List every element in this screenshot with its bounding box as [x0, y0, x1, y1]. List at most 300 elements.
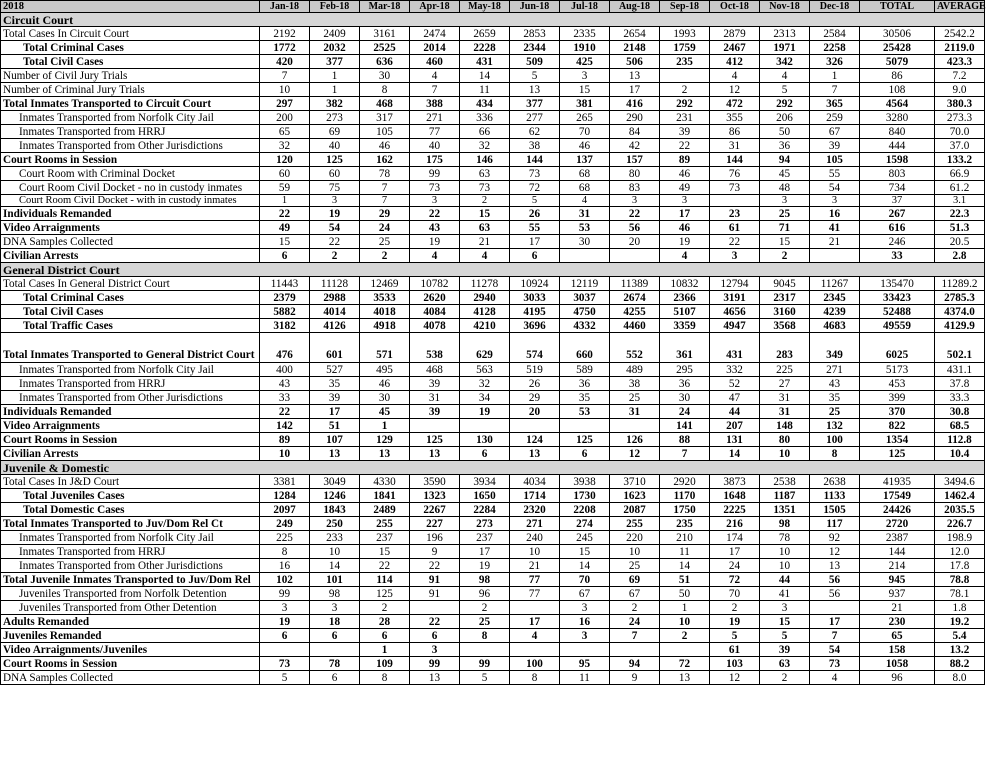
month-value-cell: 2674	[610, 291, 660, 305]
month-value-cell: 589	[560, 363, 610, 377]
month-value-cell: 14	[710, 447, 760, 461]
month-value-cell: 601	[310, 333, 360, 363]
month-value-cell: 125	[410, 433, 460, 447]
month-value-cell: 416	[610, 97, 660, 111]
month-value-cell: 19	[710, 615, 760, 629]
month-value-cell: 355	[710, 111, 760, 125]
month-value-cell: 91	[410, 573, 460, 587]
month-value-cell: 46	[360, 139, 410, 153]
month-value-cell: 12	[610, 447, 660, 461]
month-value-cell: 31	[760, 405, 810, 419]
month-value-cell: 22	[310, 235, 360, 249]
month-value-cell: 2366	[660, 291, 710, 305]
month-value-cell: 59	[260, 181, 310, 195]
row-label: Total Cases In General District Court	[1, 277, 260, 291]
month-value-cell: 73	[410, 181, 460, 195]
average-cell: 502.1	[935, 333, 985, 363]
month-value-cell: 2335	[560, 27, 610, 41]
month-value-cell: 4	[710, 69, 760, 83]
table-row	[1, 195, 985, 207]
month-value-cell: 2988	[310, 291, 360, 305]
month-value-cell: 89	[660, 153, 710, 167]
month-value-cell: 95	[560, 657, 610, 671]
month-value-cell: 2879	[710, 27, 760, 41]
month-value-cell: 76	[710, 167, 760, 181]
month-value-cell: 2853	[510, 27, 560, 41]
month-value-cell: 476	[260, 333, 310, 363]
month-value-cell: 460	[410, 55, 460, 69]
month-value-cell: 69	[310, 125, 360, 139]
month-value-cell: 255	[360, 517, 410, 531]
month-value-cell: 12794	[710, 277, 760, 291]
month-value-cell: 26	[510, 207, 560, 221]
month-value-cell: 8	[510, 671, 560, 685]
month-value-cell: 200	[260, 111, 310, 125]
average-cell: 133.2	[935, 153, 985, 167]
total-cell: 399	[860, 391, 935, 405]
month-value-cell: 196	[410, 531, 460, 545]
month-value-cell: 21	[510, 559, 560, 573]
month-value-cell: 125	[560, 433, 610, 447]
month-value-cell: 206	[760, 111, 810, 125]
month-value-cell: 24	[360, 221, 410, 235]
month-value-cell: 1	[660, 601, 710, 615]
table-row	[1, 629, 985, 643]
month-value-cell	[560, 643, 610, 657]
average-cell: 10.4	[935, 447, 985, 461]
section-header-row	[1, 263, 985, 277]
month-header: Feb-18	[310, 1, 360, 13]
month-value-cell: 17	[710, 545, 760, 559]
month-value-cell: 2087	[610, 503, 660, 517]
table-row	[1, 139, 985, 153]
table-row	[1, 83, 985, 97]
month-value-cell: 16	[810, 207, 860, 221]
month-value-cell: 32	[460, 139, 510, 153]
month-value-cell: 4	[460, 249, 510, 263]
month-value-cell: 2	[760, 249, 810, 263]
month-value-cell: 13	[810, 559, 860, 573]
month-value-cell: 4	[510, 629, 560, 643]
average-cell: 51.3	[935, 221, 985, 235]
month-value-cell: 33	[260, 391, 310, 405]
month-value-cell: 365	[810, 97, 860, 111]
month-value-cell: 146	[460, 153, 510, 167]
month-value-cell: 19	[460, 559, 510, 573]
month-value-cell	[460, 643, 510, 657]
total-cell: 158	[860, 643, 935, 657]
month-value-cell	[310, 643, 360, 657]
month-value-cell: 68	[560, 181, 610, 195]
average-cell: 2035.5	[935, 503, 985, 517]
month-value-cell: 13	[410, 447, 460, 461]
month-value-cell: 45	[360, 405, 410, 419]
month-value-cell: 25	[760, 207, 810, 221]
month-value-cell: 4947	[710, 319, 760, 333]
month-value-cell: 12469	[360, 277, 410, 291]
total-cell: 453	[860, 377, 935, 391]
month-value-cell: 73	[510, 167, 560, 181]
month-value-cell: 11	[660, 545, 710, 559]
total-cell: 108	[860, 83, 935, 97]
month-value-cell: 70	[560, 573, 610, 587]
row-label: Video Arraignments	[1, 221, 260, 235]
month-value-cell: 15	[460, 207, 510, 221]
table-row	[1, 517, 985, 531]
table-row	[1, 447, 985, 461]
month-value-cell: 43	[810, 377, 860, 391]
month-value-cell: 2	[310, 249, 360, 263]
month-value-cell: 19	[460, 405, 510, 419]
table-row	[1, 433, 985, 447]
average-cell: 37.8	[935, 377, 985, 391]
month-value-cell: 2	[460, 195, 510, 207]
month-value-cell: 29	[360, 207, 410, 221]
month-value-cell: 72	[660, 657, 710, 671]
month-value-cell: 571	[360, 333, 410, 363]
month-value-cell: 1	[260, 195, 310, 207]
month-value-cell: 55	[810, 167, 860, 181]
month-value-cell: 98	[310, 587, 360, 601]
month-value-cell: 94	[610, 657, 660, 671]
month-value-cell: 54	[310, 221, 360, 235]
month-value-cell: 259	[810, 111, 860, 125]
average-cell: 78.1	[935, 587, 985, 601]
month-value-cell: 7	[660, 447, 710, 461]
month-value-cell: 39	[660, 125, 710, 139]
month-value-cell: 130	[460, 433, 510, 447]
month-value-cell: 1650	[460, 489, 510, 503]
month-value-cell: 472	[710, 97, 760, 111]
month-value-cell: 3568	[760, 319, 810, 333]
month-value-cell: 2344	[510, 41, 560, 55]
month-value-cell: 65	[260, 125, 310, 139]
month-value-cell	[510, 601, 560, 615]
month-value-cell: 39	[810, 139, 860, 153]
row-label: Number of Civil Jury Trials	[1, 69, 260, 83]
month-value-cell: 24	[660, 405, 710, 419]
month-value-cell: 36	[760, 139, 810, 153]
month-value-cell: 72	[710, 573, 760, 587]
month-value-cell: 2	[710, 601, 760, 615]
month-value-cell: 91	[410, 587, 460, 601]
month-value-cell: 41	[810, 221, 860, 235]
month-value-cell: 4656	[710, 305, 760, 319]
total-cell: 135470	[860, 277, 935, 291]
month-value-cell: 75	[310, 181, 360, 195]
total-cell: 945	[860, 573, 935, 587]
month-value-cell: 495	[360, 363, 410, 377]
table-row	[1, 531, 985, 545]
month-value-cell: 63	[460, 221, 510, 235]
month-value-cell: 44	[760, 573, 810, 587]
row-label: Video Arraignments	[1, 419, 260, 433]
month-value-cell: 552	[610, 333, 660, 363]
row-label: Juveniles Remanded	[1, 629, 260, 643]
month-value-cell: 265	[560, 111, 610, 125]
month-value-cell: 225	[260, 531, 310, 545]
month-value-cell: 17	[310, 405, 360, 419]
month-value-cell: 292	[760, 97, 810, 111]
month-value-cell: 2584	[810, 27, 860, 41]
month-value-cell: 117	[810, 517, 860, 531]
table-row	[1, 615, 985, 629]
month-value-cell: 3381	[260, 475, 310, 489]
month-header: Apr-18	[410, 1, 460, 13]
month-value-cell: 25	[610, 391, 660, 405]
month-value-cell: 30	[360, 69, 410, 83]
total-cell: 33423	[860, 291, 935, 305]
total-cell: 4564	[860, 97, 935, 111]
month-value-cell: 388	[410, 97, 460, 111]
month-value-cell: 25	[360, 235, 410, 249]
month-value-cell: 5	[460, 671, 510, 685]
month-value-cell: 210	[660, 531, 710, 545]
month-value-cell: 100	[510, 657, 560, 671]
table-row	[1, 167, 985, 181]
average-cell: 9.0	[935, 83, 985, 97]
section-title: Juvenile & Domestic	[1, 461, 985, 475]
month-value-cell: 43	[260, 377, 310, 391]
month-value-cell: 144	[710, 153, 760, 167]
month-value-cell: 22	[710, 235, 760, 249]
month-value-cell	[510, 643, 560, 657]
month-value-cell: 1648	[710, 489, 760, 503]
month-value-cell: 6	[510, 249, 560, 263]
average-cell: 78.8	[935, 573, 985, 587]
month-value-cell: 83	[610, 181, 660, 195]
average-cell: 66.9	[935, 167, 985, 181]
month-value-cell: 2	[460, 601, 510, 615]
month-value-cell: 431	[710, 333, 760, 363]
section-header-row	[1, 13, 985, 27]
month-value-cell: 4255	[610, 305, 660, 319]
average-cell: 61.2	[935, 181, 985, 195]
month-value-cell: 73	[260, 657, 310, 671]
table-row	[1, 305, 985, 319]
month-value-cell: 2225	[710, 503, 760, 517]
month-value-cell: 5882	[260, 305, 310, 319]
month-value-cell: 22	[360, 559, 410, 573]
month-value-cell: 126	[610, 433, 660, 447]
month-value-cell: 107	[310, 433, 360, 447]
month-value-cell: 274	[560, 517, 610, 531]
month-header: Dec-18	[810, 1, 860, 13]
month-value-cell: 506	[610, 55, 660, 69]
row-label: Video Arraignments/Juveniles	[1, 643, 260, 657]
month-value-cell: 38	[510, 139, 560, 153]
month-value-cell: 39	[410, 405, 460, 419]
month-value-cell: 8	[460, 629, 510, 643]
row-label: DNA Samples Collected	[1, 235, 260, 249]
total-cell: 214	[860, 559, 935, 573]
total-cell: 2720	[860, 517, 935, 531]
month-value-cell: 6	[410, 629, 460, 643]
month-value-cell: 249	[260, 517, 310, 531]
month-value-cell: 77	[510, 573, 560, 587]
average-cell: 2119.0	[935, 41, 985, 55]
month-value-cell: 67	[560, 587, 610, 601]
table-row	[1, 153, 985, 167]
table-row	[1, 333, 985, 363]
month-value-cell: 2345	[810, 291, 860, 305]
month-value-cell: 22	[610, 207, 660, 221]
month-value-cell: 1730	[560, 489, 610, 503]
average-cell: 8.0	[935, 671, 985, 685]
month-value-cell: 36	[560, 377, 610, 391]
row-label: Civilian Arrests	[1, 249, 260, 263]
month-value-cell: 92	[810, 531, 860, 545]
month-value-cell: 144	[510, 153, 560, 167]
table-row	[1, 319, 985, 333]
month-value-cell: 162	[360, 153, 410, 167]
month-value-cell: 129	[360, 433, 410, 447]
month-value-cell: 11267	[810, 277, 860, 291]
month-value-cell: 28	[360, 615, 410, 629]
month-value-cell	[510, 419, 560, 433]
month-value-cell: 47	[710, 391, 760, 405]
month-value-cell: 13	[510, 83, 560, 97]
month-value-cell: 61	[710, 643, 760, 657]
month-value-cell: 509	[510, 55, 560, 69]
month-value-cell: 89	[260, 433, 310, 447]
month-value-cell: 44	[710, 405, 760, 419]
month-value-cell: 295	[660, 363, 710, 377]
month-header: May-18	[460, 1, 510, 13]
table-body	[1, 1, 985, 685]
row-label: Total Juveniles Cases	[1, 489, 260, 503]
month-value-cell: 5	[760, 629, 810, 643]
month-value-cell: 40	[310, 139, 360, 153]
month-value-cell: 1759	[660, 41, 710, 55]
month-value-cell: 2638	[810, 475, 860, 489]
month-value-cell: 6	[260, 249, 310, 263]
row-label: Civilian Arrests	[1, 447, 260, 461]
month-value-cell: 12	[710, 671, 760, 685]
month-value-cell: 4460	[610, 319, 660, 333]
month-value-cell: 56	[610, 221, 660, 235]
month-value-cell: 4128	[460, 305, 510, 319]
total-cell: 267	[860, 207, 935, 221]
month-value-cell: 8	[260, 545, 310, 559]
month-value-cell: 412	[710, 55, 760, 69]
average-cell: 12.0	[935, 545, 985, 559]
month-value-cell: 24	[610, 615, 660, 629]
month-value-cell: 271	[410, 111, 460, 125]
month-value-cell: 63	[460, 167, 510, 181]
table-row	[1, 671, 985, 685]
total-cell: 96	[860, 671, 935, 685]
row-label: Total Traffic Cases	[1, 319, 260, 333]
average-header: AVERAGE	[935, 1, 985, 13]
month-value-cell: 99	[460, 657, 510, 671]
average-cell: 88.2	[935, 657, 985, 671]
month-value-cell: 273	[460, 517, 510, 531]
month-value-cell: 16	[260, 559, 310, 573]
table-row	[1, 27, 985, 41]
month-value-cell: 27	[760, 377, 810, 391]
month-value-cell: 48	[760, 181, 810, 195]
total-cell: 2387	[860, 531, 935, 545]
month-value-cell: 225	[760, 363, 810, 377]
month-value-cell: 1910	[560, 41, 610, 55]
month-value-cell: 3934	[460, 475, 510, 489]
month-value-cell: 9045	[760, 277, 810, 291]
month-value-cell: 8	[360, 671, 410, 685]
table-row	[1, 587, 985, 601]
total-cell: 25428	[860, 41, 935, 55]
average-cell: 3.1	[935, 195, 985, 207]
month-value-cell: 14	[310, 559, 360, 573]
month-value-cell: 56	[810, 573, 860, 587]
total-cell: 52488	[860, 305, 935, 319]
month-value-cell: 13	[510, 447, 560, 461]
month-value-cell: 1323	[410, 489, 460, 503]
month-value-cell: 39	[760, 643, 810, 657]
total-header: TOTAL	[860, 1, 935, 13]
row-label: Inmates Transported from Other Jurisdictions	[1, 139, 260, 153]
month-value-cell: 70	[710, 587, 760, 601]
month-value-cell: 38	[610, 377, 660, 391]
total-cell: 6025	[860, 333, 935, 363]
average-cell: 5.4	[935, 629, 985, 643]
month-value-cell: 12	[710, 83, 760, 97]
month-value-cell: 4126	[310, 319, 360, 333]
month-value-cell	[560, 419, 610, 433]
month-value-cell: 103	[710, 657, 760, 671]
month-value-cell: 88	[660, 433, 710, 447]
month-value-cell: 7	[260, 69, 310, 83]
month-value-cell: 574	[510, 333, 560, 363]
month-value-cell: 22	[410, 559, 460, 573]
month-value-cell: 22	[660, 139, 710, 153]
month-value-cell: 98	[760, 517, 810, 531]
month-value-cell: 99	[260, 587, 310, 601]
month-value-cell: 468	[360, 97, 410, 111]
month-value-cell: 227	[410, 517, 460, 531]
average-cell: 33.3	[935, 391, 985, 405]
month-value-cell: 5	[510, 69, 560, 83]
total-cell: 1598	[860, 153, 935, 167]
row-label: Total Civil Cases	[1, 305, 260, 319]
month-value-cell: 2	[610, 601, 660, 615]
total-cell: 125	[860, 447, 935, 461]
month-value-cell: 2097	[260, 503, 310, 517]
month-value-cell: 2538	[760, 475, 810, 489]
month-value-cell: 2467	[710, 41, 760, 55]
row-label: Total Civil Cases	[1, 55, 260, 69]
average-cell: 4129.9	[935, 319, 985, 333]
month-value-cell: 53	[560, 405, 610, 419]
month-value-cell: 19	[310, 207, 360, 221]
table-row	[1, 97, 985, 111]
month-value-cell: 4918	[360, 319, 410, 333]
month-value-cell: 21	[460, 235, 510, 249]
total-cell: 86	[860, 69, 935, 83]
month-value-cell: 10	[760, 447, 810, 461]
month-value-cell: 3	[760, 601, 810, 615]
average-cell: 1.8	[935, 601, 985, 615]
month-value-cell: 6	[560, 447, 610, 461]
month-value-cell: 11128	[310, 277, 360, 291]
month-value-cell: 31	[610, 405, 660, 419]
table-row	[1, 221, 985, 235]
month-value-cell: 77	[410, 125, 460, 139]
month-value-cell	[810, 249, 860, 263]
month-value-cell: 273	[310, 111, 360, 125]
month-value-cell: 6	[260, 629, 310, 643]
month-value-cell: 3	[760, 195, 810, 207]
